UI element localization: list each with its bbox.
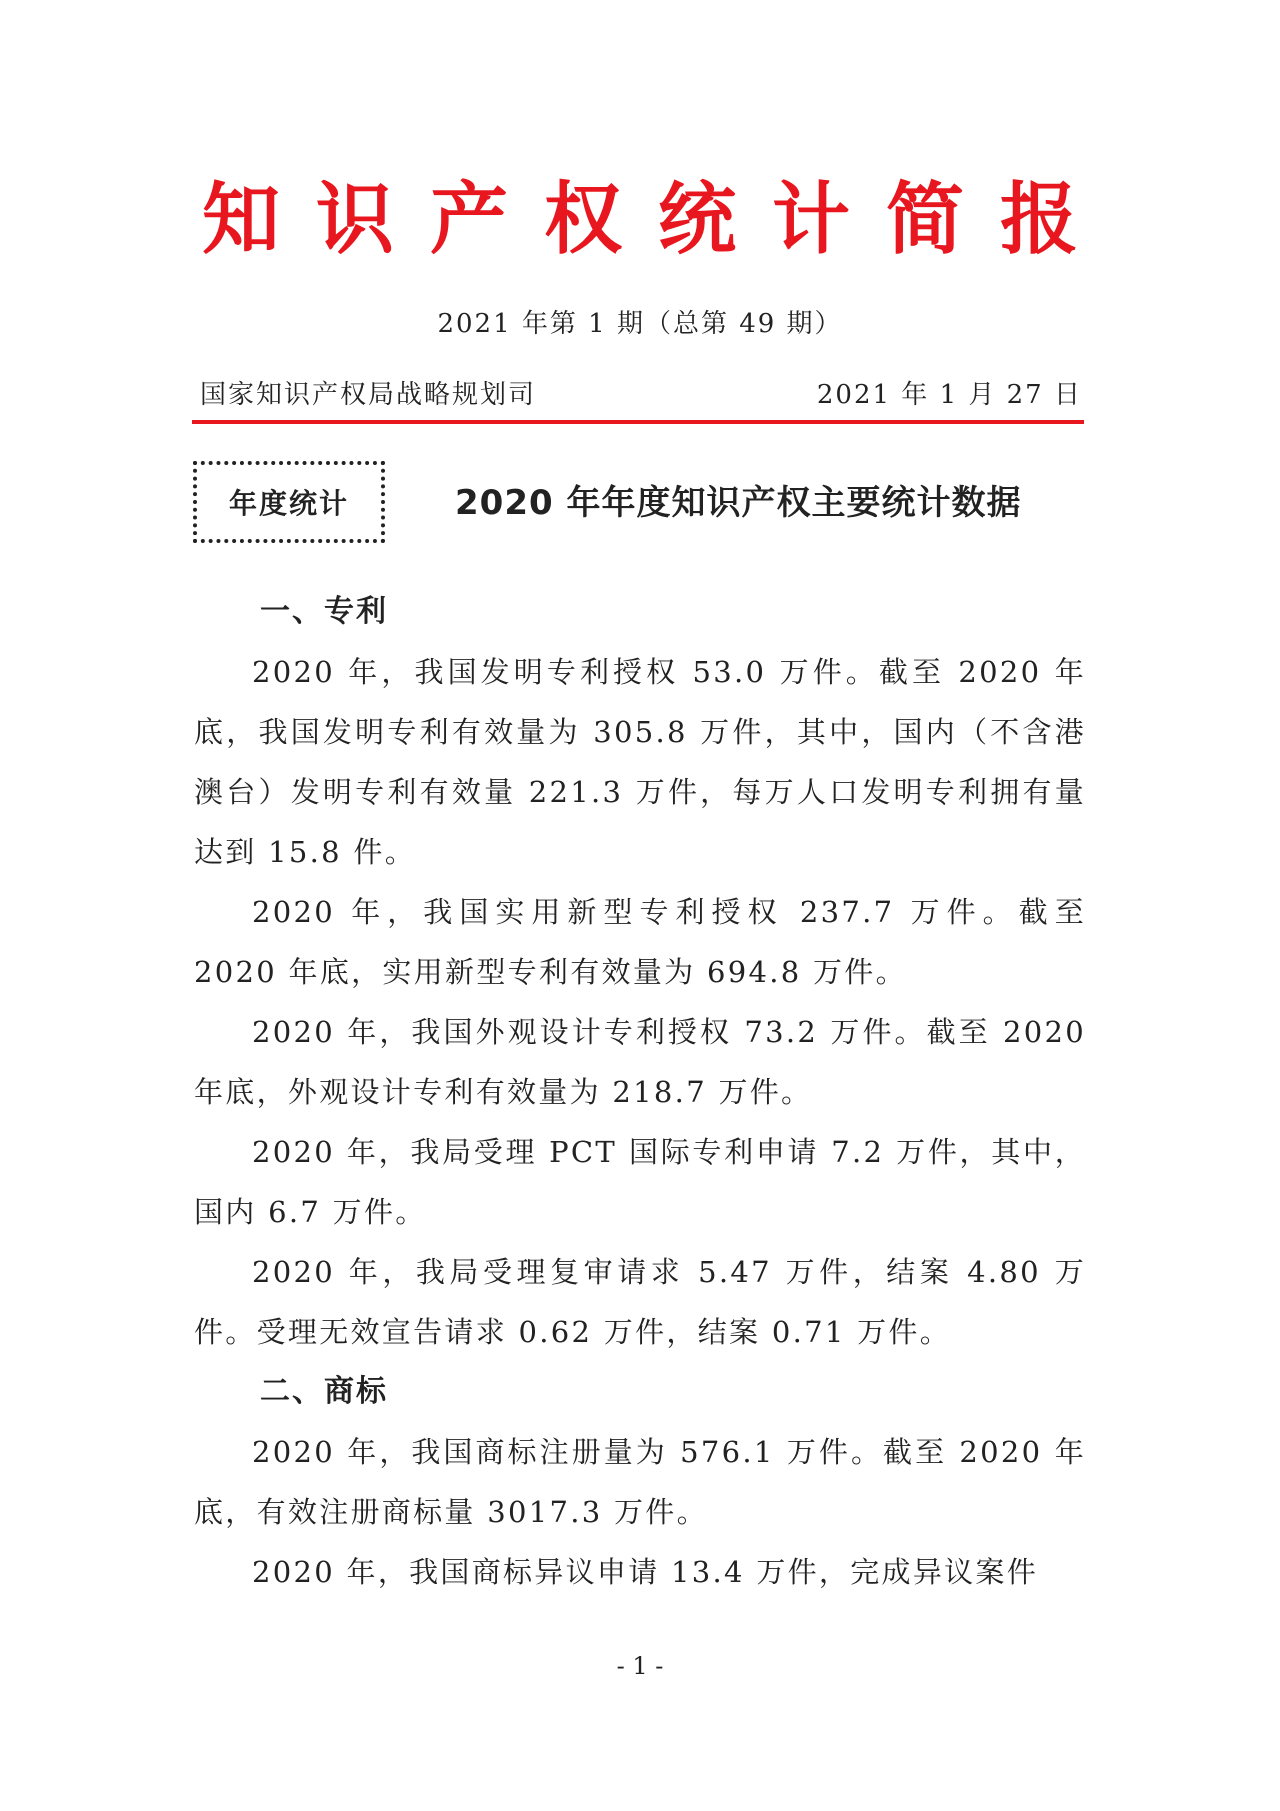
red-divider [192, 420, 1084, 424]
section-heading-patent: 一、专利 [260, 594, 388, 629]
section-tag: 年度统计 [193, 461, 385, 543]
issue-date: 2021 年 1 月 27 日 [816, 380, 1082, 410]
paragraph: 2020 年，我局受理复审请求 5.47 万件，结案 4.80 万件。受理无效宣告请求 0.62 万件，结案 0.71 万件。 [194, 1255, 1086, 1349]
page-number: - 1 - [616, 1652, 664, 1680]
paragraph: 2020 年，我国实用新型专利授权 237.7 万件。截至 2020 年底，实用新型专利有效量为 694.8 万件。 [194, 895, 1086, 989]
document-title: 2020 年年度知识产权主要统计数据 [455, 483, 1022, 523]
paragraph: 2020 年，我国商标异议申请 13.4 万件，完成异议案件 [252, 1555, 1039, 1589]
section-heading-trademark: 二、商标 [260, 1374, 388, 1409]
document-body [194, 582, 1086, 1602]
issue-number: 2021 年第 1 期（总第 49 期） [437, 309, 843, 339]
masthead-title: 知识产权统计简报 [201, 175, 1114, 265]
paragraph: 2020 年，我局受理 PCT 国际专利申请 7.2 万件，其中，国内 6.7 万件。 [194, 1135, 1086, 1229]
paragraph: 2020 年，我国商标注册量为 576.1 万件。截至 2020 年底，有效注册商标量 3017.3 万件。 [194, 1435, 1086, 1529]
paragraph: 2020 年，我国发明专利授权 53.0 万件。截至 2020 年底，我国发明专利有效量为 305.8 万件，其中，国内（不含港澳台）发明专利有效量 221.3 万件，每万人口发明专利拥有量达到 15.8 件。 [194, 655, 1086, 869]
issuing-organization: 国家知识产权局战略规划司 [200, 380, 537, 410]
paragraph: 2020 年，我国外观设计专利授权 73.2 万件。截至 2020 年底，外观设计专利有效量为 218.7 万件。 [194, 1015, 1086, 1109]
